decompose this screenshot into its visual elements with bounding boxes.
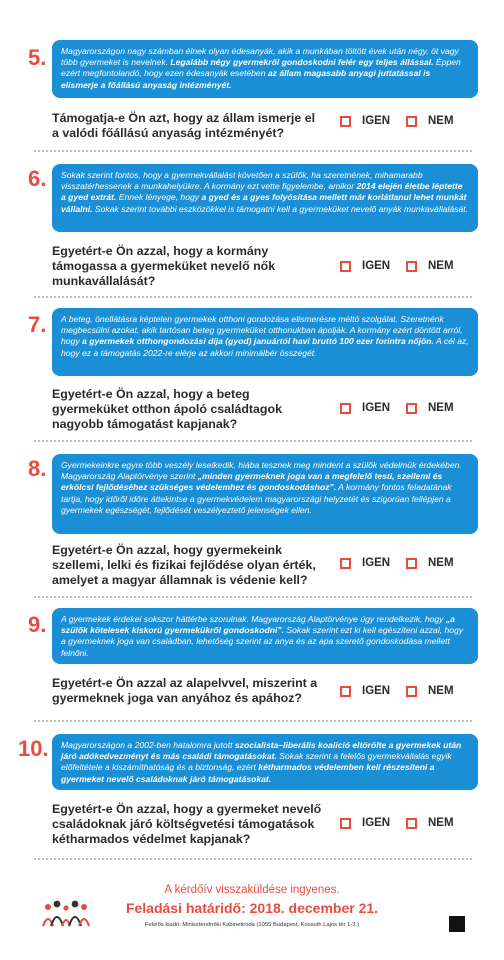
yes-label: IGEN (362, 557, 391, 569)
intro-text: Magyarországon a 2002-ben hatalomra jutott (61, 740, 235, 750)
yes-label: IGEN (362, 402, 391, 414)
no-checkbox[interactable] (406, 261, 417, 272)
intro-text: Éppen ezért megfontolandó, hogy ezen édesanyák esetében (61, 57, 461, 79)
intro-text: A cél az, hogy ez a támogatás 2022-re elérje az akkori minimálbér összegét. (61, 336, 469, 358)
no-label: NEM (428, 402, 454, 414)
no-label: NEM (428, 557, 454, 569)
intro-highlight: „minden gyermeknek joga van a megfelelő testi, szellemi és erkölcsi fejlődéséhez szükséges védelemhez és gondoskodáshoz”. (61, 471, 443, 493)
divider (34, 296, 472, 298)
question-number: 8. (28, 456, 47, 481)
no-checkbox[interactable] (406, 116, 417, 127)
intro-text: Sokak szerint további eszközökkel is támogatni kell a gyermeküket nevelő anyák munkavállalását. (92, 203, 468, 214)
divider (34, 440, 472, 442)
footer-deadline: Feladási határidő: 2018. december 21. (125, 900, 379, 916)
yes-checkbox[interactable] (340, 686, 351, 697)
answer-options (340, 686, 480, 702)
yes-label: IGEN (362, 260, 391, 272)
question-text: Egyetért-e Ön azzal az alapelvvel, miszerint a gyermeknek joga van anyához és apához? (52, 676, 318, 705)
question-number: 7. (28, 312, 47, 337)
intro-box (52, 454, 478, 534)
no-label: NEM (428, 115, 454, 127)
no-checkbox[interactable] (406, 558, 417, 569)
divider (34, 858, 472, 860)
footer-free-return: A kérdőív visszaküldése ingyenes. (164, 884, 340, 896)
no-checkbox[interactable] (406, 686, 417, 697)
no-checkbox[interactable] (406, 403, 417, 414)
question-text: Támogatja-e Ön azt, hogy az állam ismerje el a valódi főállású anyaság intézményét? (52, 111, 316, 140)
yes-checkbox[interactable] (340, 261, 351, 272)
question-number: 9. (28, 612, 47, 637)
question-text: Egyetért-e Ön azzal, hogy a kormány támogassa a gyermeküket nevelő nők munkavállalását? (52, 244, 276, 288)
question-text: Egyetért-e Ön azzal, hogy gyermekeink szellemi, lelki és fizikai fejlődése olyan érték, amelyet a magyar államnak is védenie kell? (52, 543, 316, 587)
yes-checkbox[interactable] (340, 558, 351, 569)
intro-text: A beteg, önellátásra képtelen gyermekek otthoni gondozása elismerésre méltó szolgálat. Szeretnénk megbecsülni azokat, akik tartósan beteg gyermeküket otthonukban ápolják. A kormány ezért döntött arról, hogy (61, 314, 463, 347)
divider (34, 150, 472, 152)
intro-box (52, 164, 478, 232)
question-number: 10. (18, 736, 49, 761)
question-text: Egyetért-e Ön azzal, hogy a beteg gyermeküket otthon ápoló családtagok nagyobb támogatást kapjanak? (52, 387, 282, 431)
answer-options (340, 116, 480, 132)
intro-box (52, 40, 478, 98)
intro-highlight: a gyermekek otthongondozási díja (gyod) januártól havi bruttó 100 ezer forintra nőjön. (82, 336, 434, 347)
answer-options (340, 403, 480, 419)
intro-highlight: „a szülők kötelesek kiskorú gyermekükről gondoskodni”. (61, 614, 455, 636)
question-number: 6. (28, 166, 47, 191)
intro-text: A gyermekek érdekei sokszor háttérbe szorulnak. Magyarország Alaptörvénye úgy rendelkezik, hogy (61, 614, 446, 624)
yes-checkbox[interactable] (340, 818, 351, 829)
no-label: NEM (428, 817, 454, 829)
no-label: NEM (428, 685, 454, 697)
footer-publisher: Felelős kiadó: Miniszterelnöki Kabinetiroda (1055 Budapest, Kossuth Lajos tér 1-3.) (145, 922, 359, 928)
question-text: Egyetért-e Ön azzal, hogy a gyermeket nevelő családoknak járó költségvetési támogatások kétharmados védelmet kapjanak? (52, 802, 322, 846)
yes-checkbox[interactable] (340, 116, 351, 127)
intro-text: Gyermekeinkre egyre több veszély leselkedik, hiába tesznek meg mindent a szülők védelmük érdekében. Magyarország Alaptörvénye szerint (61, 460, 462, 482)
divider (34, 720, 472, 722)
corner-marker (449, 916, 465, 932)
intro-box (52, 608, 478, 664)
intro-highlight: a gyed és a gyes folyósítása mellett már korlátlanul lehet munkát vállalni. (61, 192, 467, 214)
intro-text: Ennek lényege, hogy (116, 192, 202, 203)
yes-checkbox[interactable] (340, 403, 351, 414)
answer-options (340, 558, 480, 574)
intro-text: Sokak szerint ezt ki kell egészíteni azzal, hogy a gyermeknek joga van családban, lehetőség szerint az anya és az apa szerető gondoskodása mellett felnőni. (61, 625, 464, 658)
divider (34, 596, 472, 598)
no-checkbox[interactable] (406, 818, 417, 829)
intro-highlight: szocialista–liberális koalíció eltörölte a gyermekek után járó adókedvezményt és más családi támogatásokat. (61, 740, 462, 762)
yes-label: IGEN (362, 685, 391, 697)
intro-box (52, 308, 478, 376)
yes-label: IGEN (362, 817, 391, 829)
intro-text: Sokak szerint a felelős gyermekvállalás egyik előfeltétele a kiszámíthatóság és a biztonság, ezért (61, 751, 452, 773)
intro-text: Sokak szerint fontos, hogy a gyermekvállalást követően a szülők, ha szeretnének, mihamarabb visszatérhessenek a munkahelyükre. A kormány ezt vette figyelembe, amikor (61, 170, 423, 192)
intro-highlight: az állam magasabb anyagi juttatással is elismerje a főállású anyaság intézményét. (61, 68, 431, 90)
footer (0, 884, 504, 960)
intro-text: Magyarországon nagy számban élnek olyan édesanyák, akik a munkában töltött évek után négy, öt vagy több gyermeket is nevelnek. (61, 46, 459, 68)
answer-options (340, 818, 480, 834)
intro-text: A kormány fontos feladatának tartja, hogy időről időre áttekintse a gyermekvédelem magyarországi helyzetét és szigorúan fellépjen a gyermekek egészségét, fejlődését veszélyeztető jelenségek ellen. (61, 482, 452, 515)
yes-label: IGEN (362, 115, 391, 127)
intro-highlight: 2014 elején életbe léptette a gyed extrát. (61, 181, 463, 203)
intro-highlight: kétharmados védelemben kell részesíteni a gyermeket nevelő családoknak járó támogatásokat. (61, 762, 435, 784)
question-number: 5. (28, 45, 47, 70)
intro-highlight: Legalább négy gyermekről gondoskodni felér egy teljes állással. (170, 57, 434, 68)
no-label: NEM (428, 260, 454, 272)
answer-options (340, 261, 480, 277)
intro-box (52, 734, 478, 790)
